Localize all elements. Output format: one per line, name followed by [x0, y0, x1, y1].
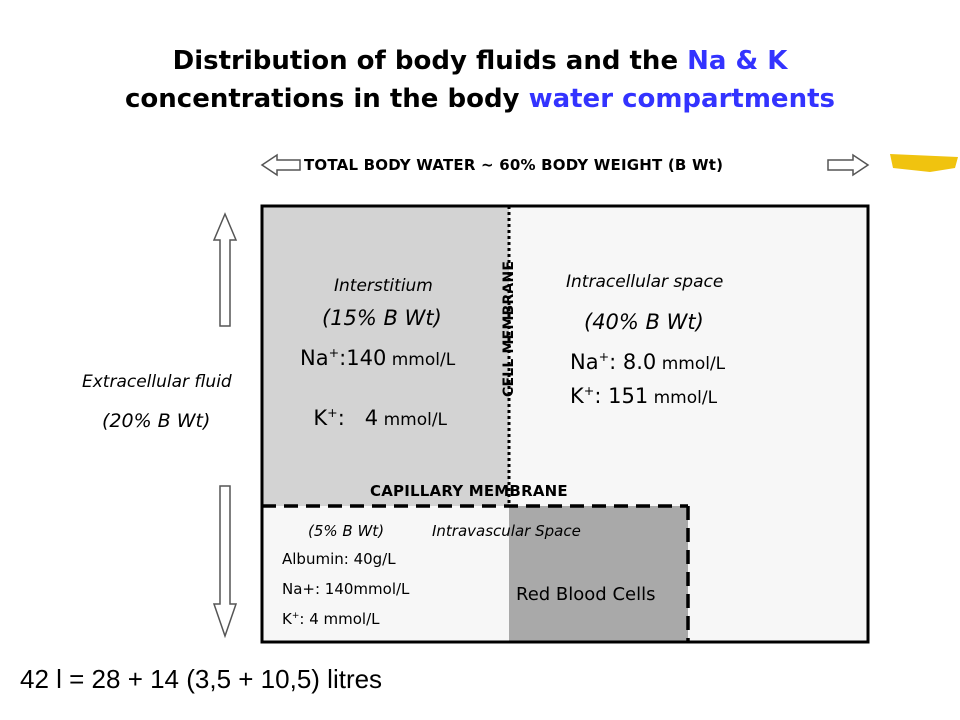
intravascular-k-symbol: K	[282, 610, 292, 628]
arrow-down-icon	[214, 486, 236, 636]
intravascular-percent: (5% B Wt)	[308, 522, 385, 540]
interstitium-k-symbol: K	[313, 406, 328, 430]
cell-membrane-label: CELL MEMBRANE	[501, 260, 517, 397]
interstitium-na-value: :140	[339, 346, 387, 370]
interstitium-na-symbol: Na	[300, 346, 329, 370]
arrow-right-icon	[828, 155, 868, 175]
intravascular-albumin: Albumin: 40g/L	[282, 550, 396, 568]
intracellular-na: Na+: 8.0 mmol/L	[570, 349, 726, 374]
interstitium-k: K+: 4 mmol/L	[313, 405, 448, 430]
arrow-left-icon	[262, 155, 300, 175]
highlighter-mark	[890, 154, 958, 172]
intracellular-label: Intracellular space	[566, 272, 724, 292]
interstitium-k-unit: mmol/L	[378, 410, 448, 430]
capillary-membrane-label: CAPILLARY MEMBRANE	[370, 482, 568, 500]
interstitium-percent: (15% B Wt)	[322, 306, 442, 330]
intracellular-k-value: : 151	[594, 384, 649, 408]
intracellular-na-unit: mmol/L	[656, 354, 726, 374]
intracellular-na-value: : 8.0	[609, 350, 657, 374]
extracellular-percent: (20% B Wt)	[102, 410, 211, 432]
interstitium-label: Interstitium	[334, 276, 433, 296]
title-text-blue-1: Na & K	[687, 46, 788, 76]
title-text-black-2: concentrations in the body	[125, 84, 529, 114]
red-blood-cells-label: Red Blood Cells	[516, 584, 656, 605]
intravascular-k: K+: 4 mmol/L	[282, 610, 380, 628]
intracellular-k-unit: mmol/L	[648, 388, 718, 408]
arrow-up-icon	[214, 214, 236, 326]
intravascular-k-rest: : 4 mmol/L	[299, 610, 380, 628]
title-text-blue-2: water compartments	[528, 84, 835, 114]
interstitium-na: Na+:140 mmol/L	[300, 345, 456, 370]
extracellular-label: Extracellular fluid	[82, 372, 232, 392]
intracellular-k: K+: 151 mmol/L	[570, 383, 718, 408]
intracellular-na-symbol: Na	[570, 350, 599, 374]
volume-formula: 42 l = 28 + 14 (3,5 + 10,5) litres	[20, 664, 383, 694]
intravascular-label: Intravascular Space	[432, 522, 581, 540]
intracellular-k-symbol: K	[570, 384, 584, 408]
interstitium-na-unit: mmol/L	[386, 350, 456, 370]
title-text-black-1: Distribution of body fluids and the	[172, 46, 688, 76]
intravascular-na: Na+: 140mmol/L	[282, 580, 410, 598]
total-body-water-label: TOTAL BODY WATER ~ 60% BODY WEIGHT (B Wt)	[304, 156, 724, 174]
intracellular-percent: (40% B Wt)	[584, 310, 704, 334]
interstitium-k-value: : 4	[337, 406, 379, 430]
